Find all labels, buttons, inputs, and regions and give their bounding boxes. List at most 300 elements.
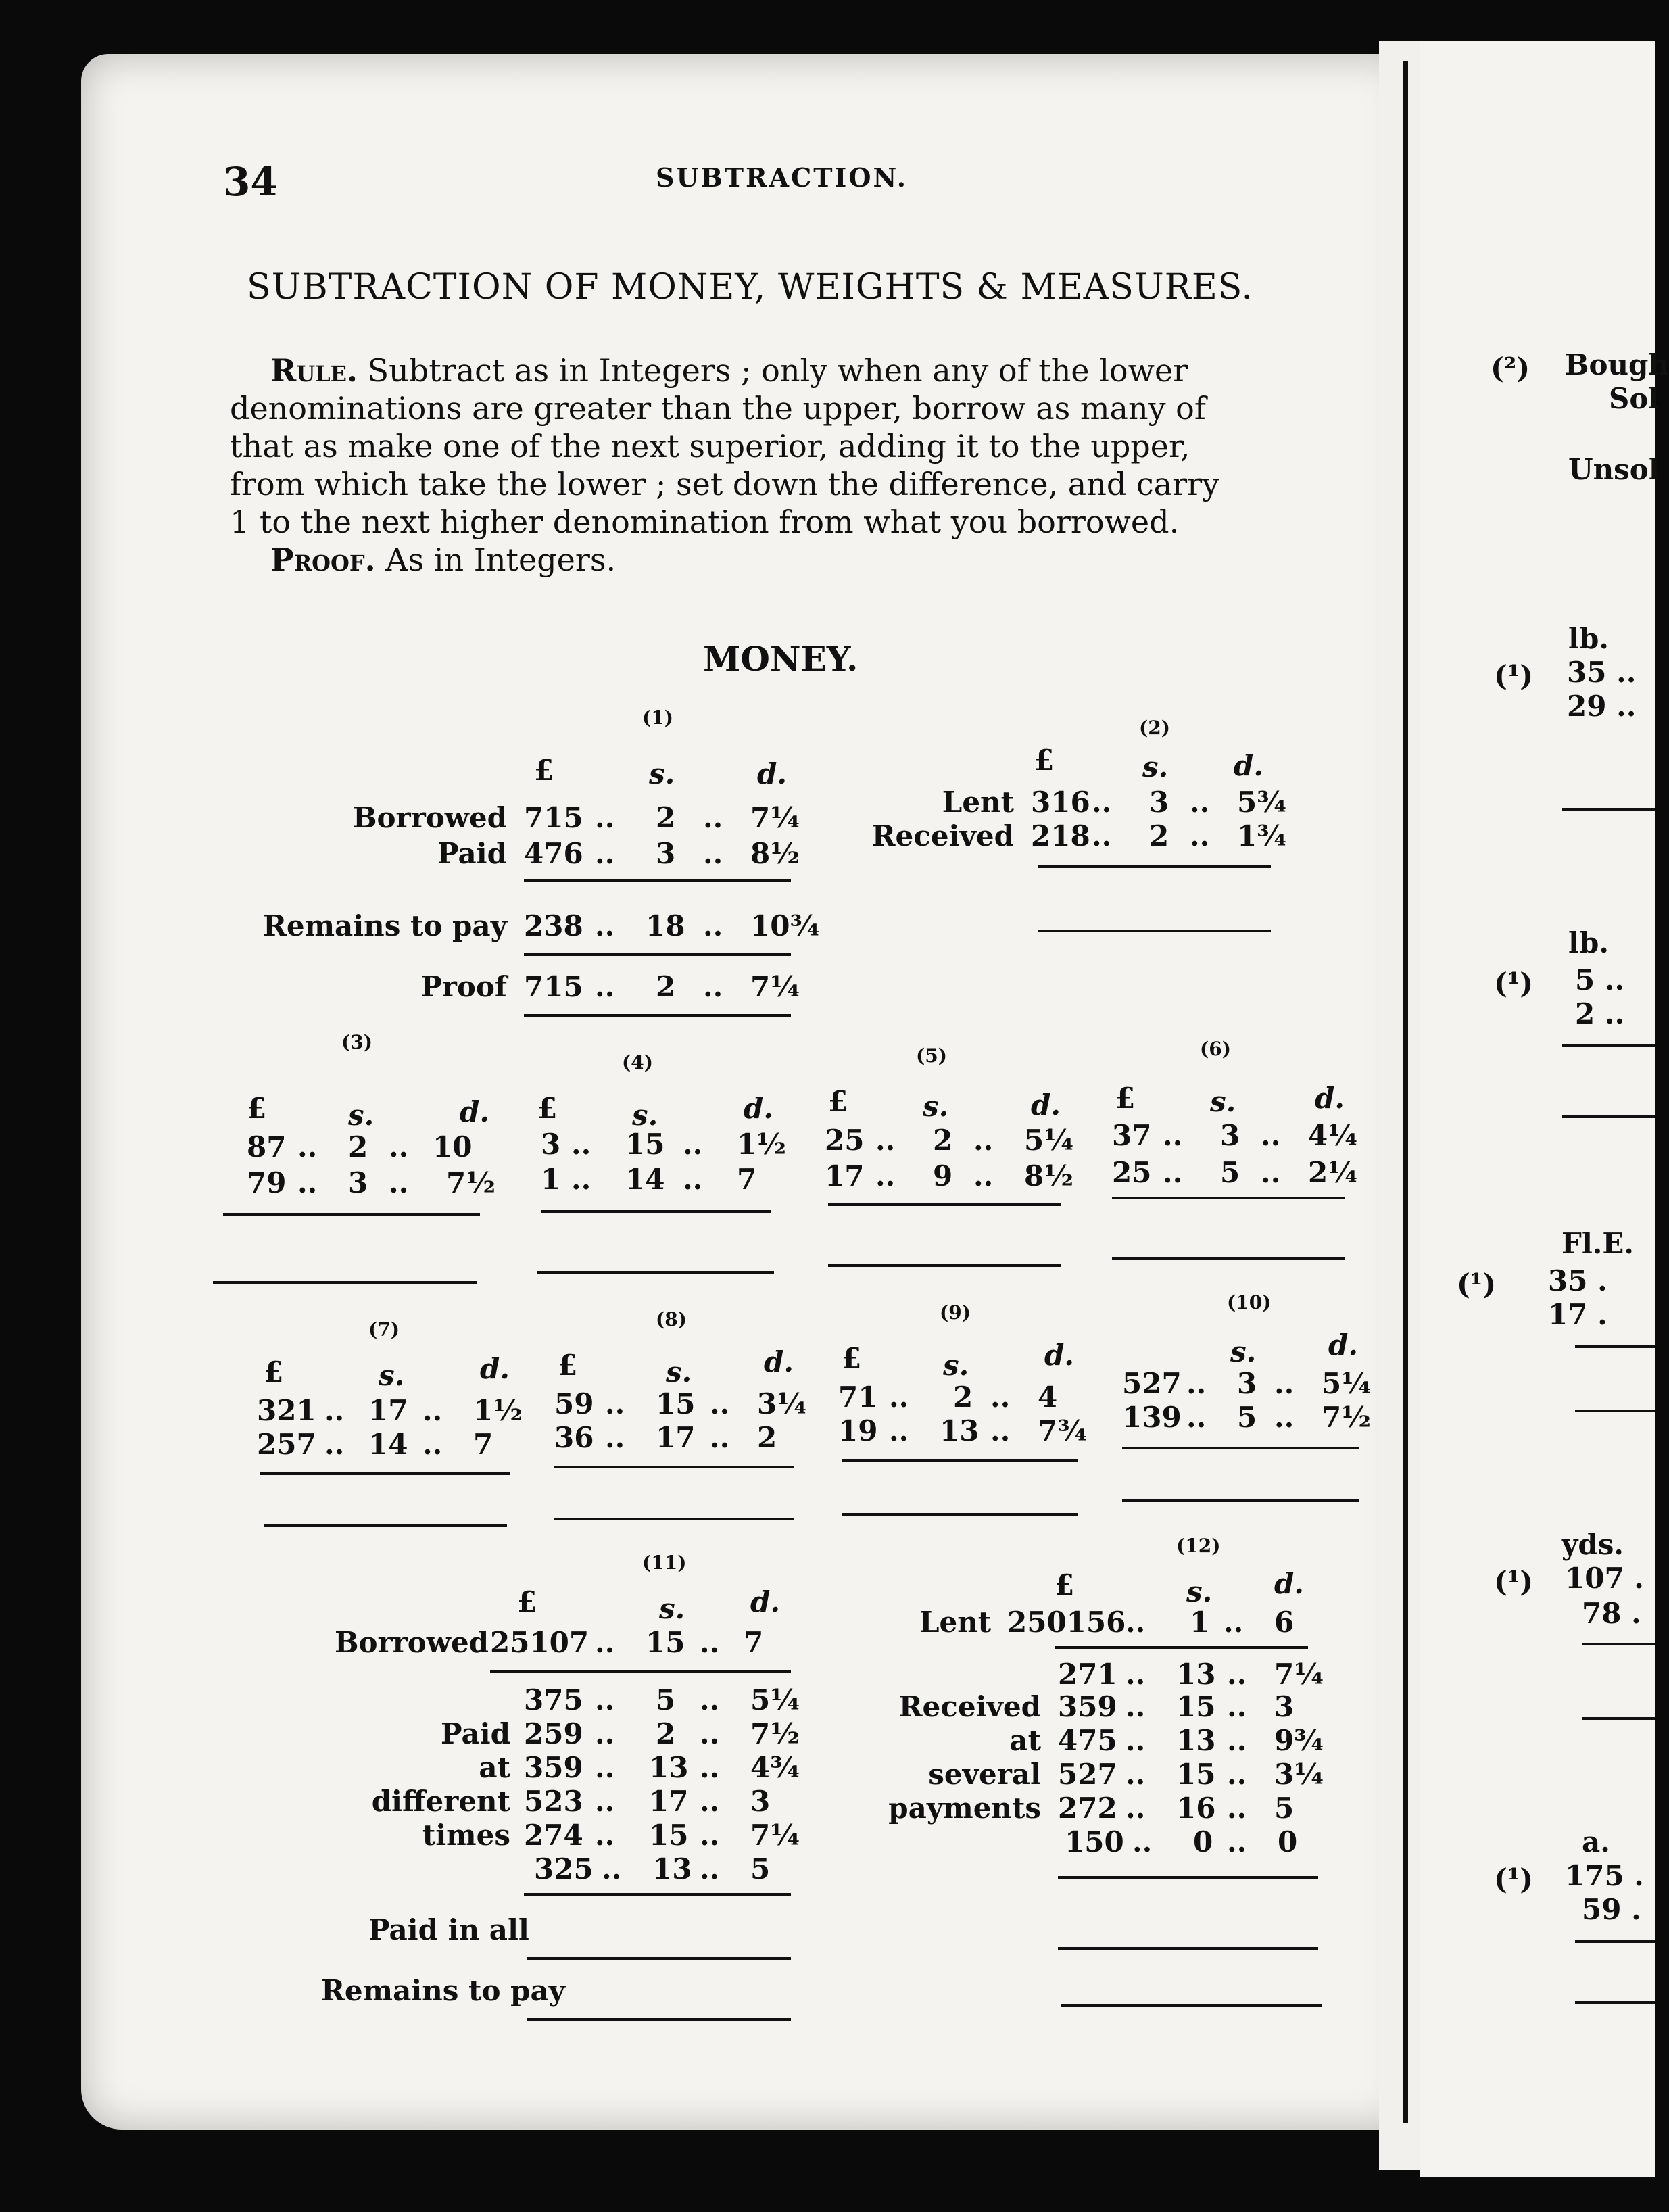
right-mark: (²) — [1491, 352, 1530, 385]
pound-header: £ — [1034, 744, 1055, 777]
shillings-value: 14 — [368, 1428, 408, 1461]
rule-line — [1038, 865, 1271, 868]
dot-separator: .. — [700, 1852, 720, 1885]
pence-value: 5 — [750, 1852, 771, 1885]
right-text: 2 .. — [1575, 997, 1625, 1030]
pounds-value: 316 — [1031, 786, 1090, 819]
rule-line — [264, 1524, 507, 1527]
shillings-value: 5 — [1220, 1156, 1240, 1189]
dot-separator: .. — [1227, 1724, 1247, 1757]
dot-separator: .. — [595, 1751, 615, 1784]
pence-value: 5¾ — [1237, 786, 1287, 819]
shillings-value: 5 — [656, 1683, 676, 1716]
rule-line — [828, 1264, 1061, 1267]
dot-separator: .. — [1190, 786, 1210, 819]
rule-line — [1582, 1643, 1655, 1645]
dot-separator: .. — [1126, 1690, 1146, 1723]
pounds-value: 150 — [1065, 1825, 1124, 1858]
pounds-value: 250156 — [1007, 1606, 1126, 1639]
shillings-value: 2 — [933, 1124, 953, 1157]
dot-separator: .. — [1186, 1401, 1207, 1434]
shillings-value: 3 — [656, 837, 676, 870]
shillings-value: 0 — [1193, 1825, 1213, 1858]
row-label: payments — [888, 1792, 1041, 1825]
pounds-value: 36 — [554, 1421, 594, 1454]
shilling-header: s. — [379, 1359, 405, 1392]
rule-line — [524, 953, 791, 956]
dot-separator: .. — [1261, 1119, 1281, 1152]
pound-header: £ — [558, 1349, 578, 1382]
rule-line: Subtract as in Integers ; only when any of the lower — [367, 352, 1188, 389]
rule-line — [524, 1014, 791, 1017]
row-label: Lent — [919, 1606, 992, 1639]
pounds-value: 218 — [1031, 819, 1090, 852]
dot-separator: .. — [595, 801, 615, 834]
pence-value: 5¼ — [1322, 1367, 1372, 1400]
dot-separator: .. — [990, 1414, 1011, 1447]
pence-value: 7¼ — [750, 801, 800, 834]
dot-separator: .. — [571, 1163, 591, 1196]
dot-separator: .. — [595, 1785, 615, 1818]
rule-line — [1058, 1947, 1318, 1950]
row-label: Remains to pay — [321, 1974, 566, 2007]
dot-separator: .. — [700, 1717, 720, 1750]
dot-separator: .. — [324, 1394, 345, 1427]
row-label: Proof — [420, 970, 507, 1003]
pounds-value: 25 — [825, 1124, 865, 1157]
rule-line — [1112, 1197, 1345, 1199]
example-number: (9) — [940, 1301, 971, 1324]
right-mark: (¹) — [1494, 967, 1534, 1000]
pound-header: £ — [842, 1342, 862, 1375]
dot-separator: .. — [683, 1163, 703, 1196]
pence-value: 5 — [1274, 1792, 1295, 1825]
pence-header: d. — [744, 1092, 773, 1125]
dot-separator: .. — [700, 1683, 720, 1716]
pence-value: 3 — [750, 1785, 771, 1818]
right-text: 17 . — [1548, 1298, 1607, 1331]
shillings-value: 13 — [1176, 1658, 1216, 1691]
rule-line — [1122, 1447, 1359, 1449]
example-number: (8) — [656, 1308, 687, 1330]
row-label: Paid — [441, 1717, 510, 1750]
rule-line: that as make one of the next superior, adding it to the upper, — [230, 428, 1190, 464]
pounds-value: 715 — [524, 801, 583, 834]
shillings-value: 15 — [656, 1387, 696, 1420]
pound-header: £ — [1115, 1082, 1136, 1115]
dot-separator: .. — [1126, 1606, 1146, 1639]
row-label: times — [422, 1819, 510, 1852]
right-text: Unsol — [1568, 453, 1660, 486]
dot-separator: .. — [595, 970, 615, 1003]
dot-separator: .. — [1227, 1792, 1247, 1825]
pence-value: 3 — [1274, 1690, 1295, 1723]
rule-line — [537, 1271, 774, 1274]
pounds-value: 359 — [1058, 1690, 1117, 1723]
dot-separator: .. — [703, 801, 723, 834]
pence-value: 8½ — [1024, 1159, 1074, 1193]
pence-header: d. — [1031, 1088, 1061, 1122]
rule-line — [1582, 1717, 1655, 1720]
rule-line — [1112, 1257, 1345, 1260]
row-label: several — [928, 1758, 1041, 1791]
right-text: lb. — [1568, 622, 1609, 655]
shilling-header: s. — [659, 1592, 685, 1625]
pounds-value: 359 — [524, 1751, 583, 1784]
shillings-value: 17 — [649, 1785, 689, 1818]
pence-value: 10¾ — [750, 909, 820, 942]
rule-paragraph — [230, 352, 1338, 579]
dot-separator: .. — [973, 1159, 994, 1193]
dot-separator: .. — [1261, 1156, 1281, 1189]
pounds-value: 257 — [257, 1428, 316, 1461]
pence-value: 9¾ — [1274, 1724, 1324, 1757]
right-text: 78 . — [1582, 1597, 1641, 1630]
pence-value: 5¼ — [750, 1683, 800, 1716]
dot-separator: .. — [324, 1428, 345, 1461]
pounds-value: 325 — [534, 1852, 594, 1885]
pence-value: 2 — [757, 1421, 777, 1454]
dot-separator: .. — [1092, 786, 1112, 819]
dot-separator: .. — [389, 1130, 409, 1163]
row-label: Paid in all — [368, 1913, 529, 1946]
shilling-header: s. — [1230, 1335, 1257, 1368]
section-heading: MONEY. — [703, 639, 858, 679]
right-text: lb. — [1568, 926, 1609, 959]
dot-separator: .. — [571, 1128, 591, 1161]
rule-line — [527, 2018, 791, 2021]
pounds-value: 476 — [524, 837, 583, 870]
dot-separator: .. — [422, 1394, 443, 1427]
pounds-value: 19 — [838, 1414, 878, 1447]
dot-separator: .. — [595, 909, 615, 942]
right-mark: (¹) — [1494, 659, 1534, 692]
pence-header: d. — [1234, 749, 1263, 782]
pounds-value: 87 — [247, 1130, 287, 1163]
right-text: 35 .. — [1567, 656, 1637, 689]
row-label: Lent — [942, 786, 1014, 819]
running-head: SUBTRACTION. — [656, 162, 908, 193]
pound-header: £ — [264, 1355, 284, 1389]
dot-separator: .. — [389, 1166, 409, 1199]
pounds-value: 139 — [1122, 1401, 1182, 1434]
pounds-value: 475 — [1058, 1724, 1117, 1757]
shilling-header: s. — [649, 757, 675, 790]
shilling-header: s. — [1186, 1575, 1213, 1608]
row-label: Received — [898, 1690, 1041, 1723]
right-mark: (¹) — [1457, 1268, 1497, 1301]
pence-value: 7 — [737, 1163, 757, 1196]
pence-header: d. — [460, 1095, 489, 1128]
shillings-value: 16 — [1176, 1792, 1216, 1825]
rule-line — [524, 1893, 791, 1896]
dot-separator: .. — [1132, 1825, 1153, 1858]
pounds-value: 271 — [1058, 1658, 1117, 1691]
example-number: (1) — [642, 706, 673, 729]
shilling-header: s. — [632, 1099, 658, 1132]
pence-header: d. — [757, 757, 787, 790]
pence-value: 7½ — [750, 1717, 800, 1750]
rule-line — [1058, 1876, 1318, 1879]
right-text: 107 . — [1565, 1562, 1644, 1595]
right-mark: (¹) — [1494, 1565, 1534, 1598]
dot-separator: .. — [422, 1428, 443, 1461]
pounds-value: 3 — [541, 1128, 561, 1161]
pence-value: 7 — [473, 1428, 493, 1461]
pence-header: d. — [1274, 1567, 1304, 1600]
shillings-value: 2 — [656, 970, 676, 1003]
dot-separator: .. — [703, 837, 723, 870]
dot-separator: .. — [875, 1124, 896, 1157]
right-text: 5 .. — [1575, 963, 1625, 996]
pounds-value: 79 — [247, 1166, 287, 1199]
dot-separator: .. — [1126, 1792, 1146, 1825]
pence-value: 8½ — [750, 837, 800, 870]
proof-text: As in Integers. — [385, 542, 616, 578]
dot-separator: .. — [703, 970, 723, 1003]
row-label: at — [479, 1751, 510, 1784]
right-text: Bough — [1565, 348, 1669, 381]
right-text: Sol — [1609, 382, 1660, 415]
row-label: different — [371, 1785, 510, 1818]
pence-value: 4¾ — [750, 1751, 800, 1784]
rule-label: Rule. — [270, 352, 358, 389]
dot-separator: .. — [710, 1387, 730, 1420]
rule-line — [1575, 1940, 1655, 1943]
pounds-value: 238 — [524, 909, 583, 942]
pounds-value: 715 — [524, 970, 583, 1003]
rule-line — [490, 1670, 791, 1673]
shilling-header: s. — [943, 1349, 969, 1382]
pence-value: 3¼ — [1274, 1758, 1324, 1791]
dot-separator: .. — [683, 1128, 703, 1161]
pounds-value: 37 — [1112, 1119, 1152, 1152]
proof-label: Proof. — [270, 542, 376, 578]
rule-line — [842, 1459, 1078, 1462]
dot-separator: .. — [1163, 1156, 1183, 1189]
shilling-header: s. — [1142, 750, 1169, 784]
pence-value: 7½ — [446, 1166, 496, 1199]
pence-value: 7¼ — [750, 970, 800, 1003]
right-text: a. — [1582, 1825, 1610, 1858]
shilling-header: s. — [923, 1090, 949, 1123]
example-number: (7) — [368, 1318, 400, 1341]
pence-value: 5¼ — [1024, 1124, 1074, 1157]
pence-value: 7 — [744, 1626, 764, 1659]
right-text: yds. — [1562, 1528, 1624, 1561]
pounds-value: 259 — [524, 1717, 583, 1750]
pounds-value: 25 — [1112, 1156, 1152, 1189]
dot-separator: .. — [1274, 1367, 1295, 1400]
pounds-value: 527 — [1058, 1758, 1117, 1791]
rule-line — [1562, 808, 1655, 811]
rule-line — [1575, 1410, 1655, 1412]
shillings-value: 13 — [652, 1852, 692, 1885]
dot-separator: .. — [1126, 1658, 1146, 1691]
pence-value: 1¾ — [1237, 819, 1287, 852]
dot-separator: .. — [595, 1626, 615, 1659]
shillings-value: 13 — [940, 1414, 979, 1447]
shillings-value: 13 — [649, 1751, 689, 1784]
example-number: (12) — [1176, 1535, 1221, 1557]
shillings-value: 3 — [348, 1166, 368, 1199]
dot-separator: .. — [595, 1819, 615, 1852]
pounds-value: 321 — [257, 1394, 316, 1427]
shillings-value: 2 — [656, 801, 676, 834]
example-number: (4) — [622, 1051, 653, 1074]
pounds-value: 375 — [524, 1683, 583, 1716]
shillings-value: 13 — [1176, 1724, 1216, 1757]
right-text: Fl.E. — [1562, 1227, 1635, 1260]
shillings-value: 5 — [1237, 1401, 1257, 1434]
dot-separator: .. — [595, 837, 615, 870]
right-text: 29 .. — [1567, 690, 1637, 723]
shillings-value: 2 — [1149, 819, 1169, 852]
shillings-value: 15 — [1176, 1690, 1216, 1723]
dot-separator: .. — [700, 1626, 720, 1659]
pence-value: 2¼ — [1308, 1156, 1358, 1189]
rule-line — [1061, 2004, 1322, 2007]
rule-line — [828, 1203, 1061, 1206]
dot-separator: .. — [889, 1414, 909, 1447]
shillings-value: 15 — [646, 1626, 685, 1659]
dot-separator: .. — [1227, 1690, 1247, 1723]
rule-line — [1575, 2001, 1655, 2004]
pounds-value: 527 — [1122, 1367, 1182, 1400]
shilling-header: s. — [666, 1355, 692, 1389]
pence-header: d. — [764, 1345, 794, 1378]
shillings-value: 2 — [953, 1380, 973, 1414]
rule-line — [213, 1281, 477, 1284]
example-number: (3) — [341, 1031, 372, 1053]
shillings-value: 3 — [1237, 1367, 1257, 1400]
rule-line — [842, 1513, 1078, 1516]
dot-separator: .. — [1126, 1724, 1146, 1757]
shillings-value: 2 — [348, 1130, 368, 1163]
shillings-value: 15 — [625, 1128, 665, 1161]
rule-line — [1122, 1499, 1359, 1502]
pounds-value: 1 — [541, 1163, 561, 1196]
dot-separator: .. — [1227, 1658, 1247, 1691]
dot-separator: .. — [297, 1166, 318, 1199]
dot-separator: .. — [700, 1785, 720, 1818]
pence-value: 1½ — [473, 1394, 523, 1427]
dot-separator: .. — [605, 1421, 625, 1454]
pence-value: 7¾ — [1038, 1414, 1088, 1447]
shillings-value: 3 — [1149, 786, 1169, 819]
dot-separator: .. — [700, 1751, 720, 1784]
example-number: (10) — [1227, 1291, 1272, 1314]
example-number: (11) — [642, 1552, 687, 1574]
dot-separator: .. — [990, 1380, 1011, 1414]
rule-line — [1562, 1044, 1655, 1047]
rule-line — [1055, 1646, 1308, 1649]
pence-value: 0 — [1278, 1825, 1298, 1858]
pound-header: £ — [517, 1585, 537, 1618]
example-number: (5) — [916, 1044, 947, 1067]
rule-line: 1 to the next higher denomination from what you borrowed. — [230, 504, 1180, 540]
rule-line — [554, 1466, 794, 1468]
row-label: Borrowed — [352, 801, 507, 834]
page-title: SUBTRACTION OF MONEY, WEIGHTS & MEASURES. — [247, 267, 1254, 308]
pence-value: 4 — [1038, 1380, 1058, 1414]
dot-separator: .. — [1227, 1758, 1247, 1791]
right-mark: (¹) — [1494, 1862, 1534, 1896]
dot-separator: .. — [1186, 1367, 1207, 1400]
row-label: Received — [871, 819, 1014, 852]
pounds-value: 59 — [554, 1387, 594, 1420]
shillings-value: 3 — [1220, 1119, 1240, 1152]
shillings-value: 14 — [625, 1163, 665, 1196]
row-label: Remains to pay — [262, 909, 507, 942]
dot-separator: .. — [605, 1387, 625, 1420]
shilling-header: s. — [348, 1099, 374, 1132]
shillings-value: 1 — [1190, 1606, 1210, 1639]
dot-separator: .. — [703, 909, 723, 942]
dot-separator: .. — [973, 1124, 994, 1157]
pounds-value: 523 — [524, 1785, 583, 1818]
dot-separator: .. — [1224, 1606, 1244, 1639]
pence-value: 6 — [1274, 1606, 1295, 1639]
dot-separator: .. — [1274, 1401, 1295, 1434]
shillings-value: 17 — [368, 1394, 408, 1427]
pence-value: 7¼ — [750, 1819, 800, 1852]
pounds-value: 25107 — [490, 1626, 589, 1659]
rule-line — [554, 1518, 794, 1520]
dot-separator: .. — [595, 1717, 615, 1750]
row-label: Paid — [437, 837, 507, 870]
dot-separator: .. — [700, 1819, 720, 1852]
rule-line: denominations are greater than the upper, borrow as many of — [230, 390, 1206, 427]
example-number: (6) — [1200, 1038, 1231, 1060]
pound-header: £ — [828, 1085, 848, 1118]
row-label: Borrowed — [335, 1626, 489, 1659]
pence-value: 10 — [433, 1130, 473, 1163]
dot-separator: .. — [889, 1380, 909, 1414]
rule-line — [223, 1213, 480, 1216]
gutter-shadow-line — [1403, 61, 1408, 2123]
shillings-value: 18 — [646, 909, 685, 942]
dot-separator: .. — [1227, 1825, 1247, 1858]
right-text: 35 . — [1548, 1264, 1607, 1297]
shillings-value: 9 — [933, 1159, 953, 1193]
dot-separator: .. — [1190, 819, 1210, 852]
shillings-value: 15 — [1176, 1758, 1216, 1791]
dot-separator: .. — [1126, 1758, 1146, 1791]
pounds-value: 71 — [838, 1380, 878, 1414]
dot-separator: .. — [602, 1852, 622, 1885]
dot-separator: .. — [710, 1421, 730, 1454]
rule-line: from which take the lower ; set down the difference, and carry — [230, 466, 1220, 502]
pound-header: £ — [247, 1092, 267, 1125]
rule-line — [1562, 1115, 1655, 1118]
pounds-value: 274 — [524, 1819, 583, 1852]
pence-value: 1½ — [737, 1128, 787, 1161]
pence-value: 4¼ — [1308, 1119, 1358, 1152]
rule-line — [524, 879, 791, 882]
pence-header: d. — [480, 1352, 510, 1385]
pence-header: d. — [1044, 1339, 1074, 1372]
pound-header: £ — [534, 754, 554, 787]
example-number: (2) — [1139, 717, 1170, 739]
rule-line — [1038, 930, 1271, 932]
right-text: 59 . — [1582, 1893, 1641, 1926]
dot-separator: .. — [1092, 819, 1112, 852]
dot-separator: .. — [1163, 1119, 1183, 1152]
pound-header: £ — [1055, 1568, 1075, 1602]
pence-value: 7¼ — [1274, 1658, 1324, 1691]
rule-line — [541, 1210, 771, 1213]
